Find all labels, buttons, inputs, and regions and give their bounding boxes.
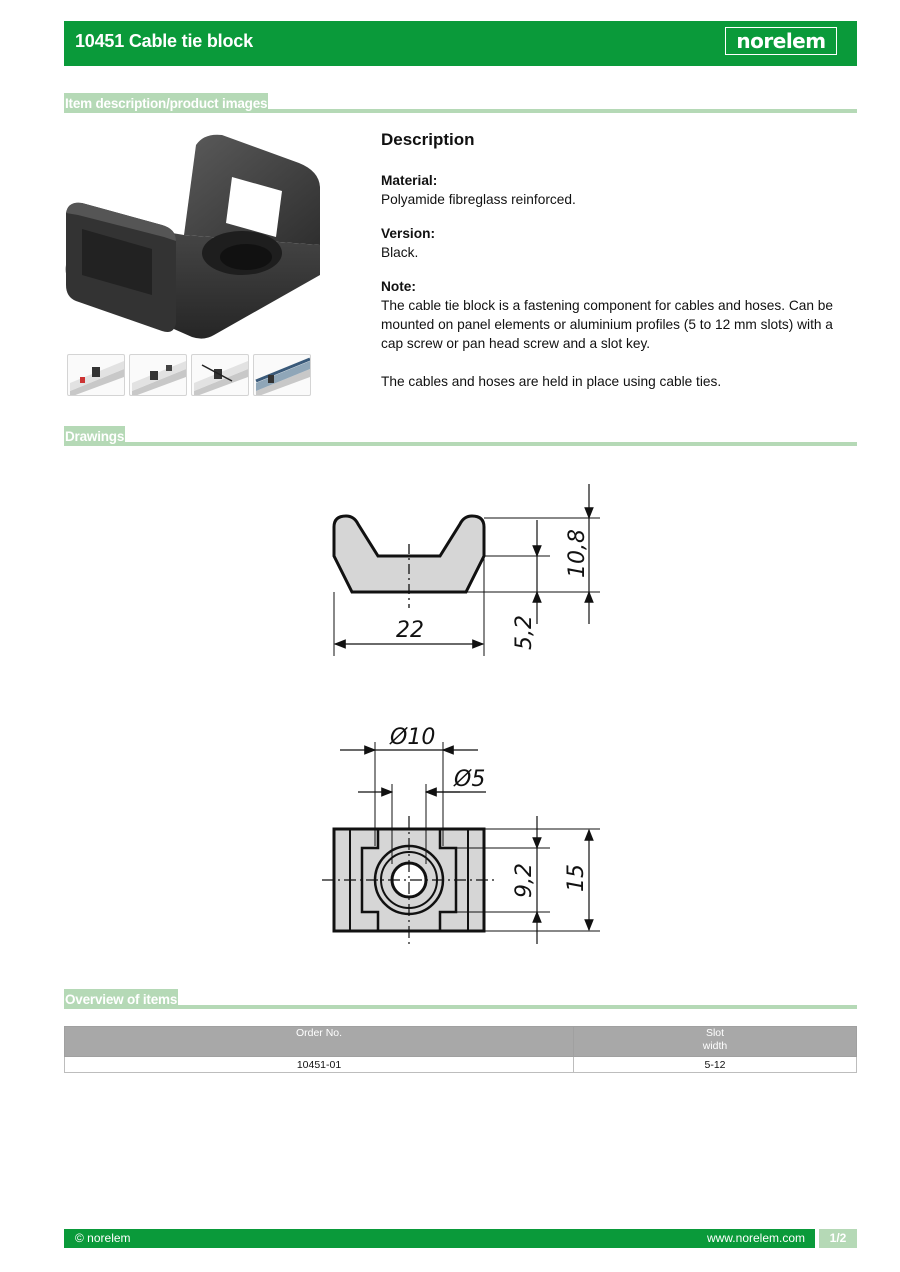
order-no-cell: 10451-01 <box>65 1057 574 1073</box>
slot-width-cell: 5-12 <box>574 1057 857 1073</box>
note-label: Note: <box>381 279 416 294</box>
total-height-dimension: 10,8 <box>565 529 590 578</box>
section-label: Overview of items <box>64 989 178 1009</box>
page-footer <box>64 1229 857 1248</box>
logo-text: norelem <box>736 29 826 53</box>
items-table <box>64 1026 857 1073</box>
thumbnail-1[interactable] <box>67 354 125 396</box>
version-value: Black. <box>381 245 419 260</box>
description-panel <box>381 128 857 391</box>
outer-diameter-dimension: Ø10 <box>390 725 436 750</box>
section-label: Item description/product images <box>64 93 268 113</box>
material-block <box>381 171 857 209</box>
note-text: The cable tie block is a fastening component for cables and hoses. Can be mounted on panel elements or aluminium profiles (5 to 12 mm slots) with a cap screw or pan head screw and a slot key. <box>381 298 833 351</box>
norelem-logo <box>725 27 837 55</box>
section-label: Drawings <box>64 426 125 446</box>
top-view-drawing <box>300 712 620 952</box>
cable-tie-block-image <box>64 125 322 347</box>
version-block <box>381 224 857 262</box>
note-block <box>381 277 857 353</box>
section-item-description <box>64 91 857 113</box>
thumbnail-2[interactable] <box>129 354 187 396</box>
total-depth-dimension: 15 <box>564 864 589 892</box>
width-dimension: 22 <box>396 618 424 643</box>
material-label: Material: <box>381 173 438 188</box>
section-overview <box>64 987 857 1009</box>
material-value: Polyamide fibreglass reinforced. <box>381 192 576 207</box>
product-image[interactable] <box>64 125 322 347</box>
version-label: Version: <box>381 226 436 241</box>
inner-diameter-dimension: Ø5 <box>454 767 486 792</box>
description-heading: Description <box>381 130 475 149</box>
inner-depth-dimension: 9,2 <box>512 863 537 898</box>
section-divider <box>64 1005 857 1009</box>
base-height-dimension: 5,2 <box>512 615 537 650</box>
thumbnail-3[interactable] <box>191 354 249 396</box>
table-row[interactable] <box>65 1057 857 1073</box>
copyright: © norelem <box>75 1231 131 1245</box>
section-divider <box>64 442 857 446</box>
thumbnail-strip <box>67 354 311 396</box>
side-view-drawing <box>300 472 620 662</box>
column-header-slot-width: Slot width <box>574 1027 857 1057</box>
table-header-row <box>65 1027 857 1057</box>
page-header <box>64 21 857 66</box>
column-header-order-no: Order No. <box>65 1027 574 1057</box>
page-number: 1/2 <box>815 1229 857 1248</box>
note-text-2: The cables and hoses are held in place using cable ties. <box>381 374 722 389</box>
page-title: 10451 Cable tie block <box>75 31 253 51</box>
thumbnail-4[interactable] <box>253 354 311 396</box>
section-drawings <box>64 424 857 446</box>
website-link[interactable]: www.norelem.com <box>706 1231 805 1245</box>
